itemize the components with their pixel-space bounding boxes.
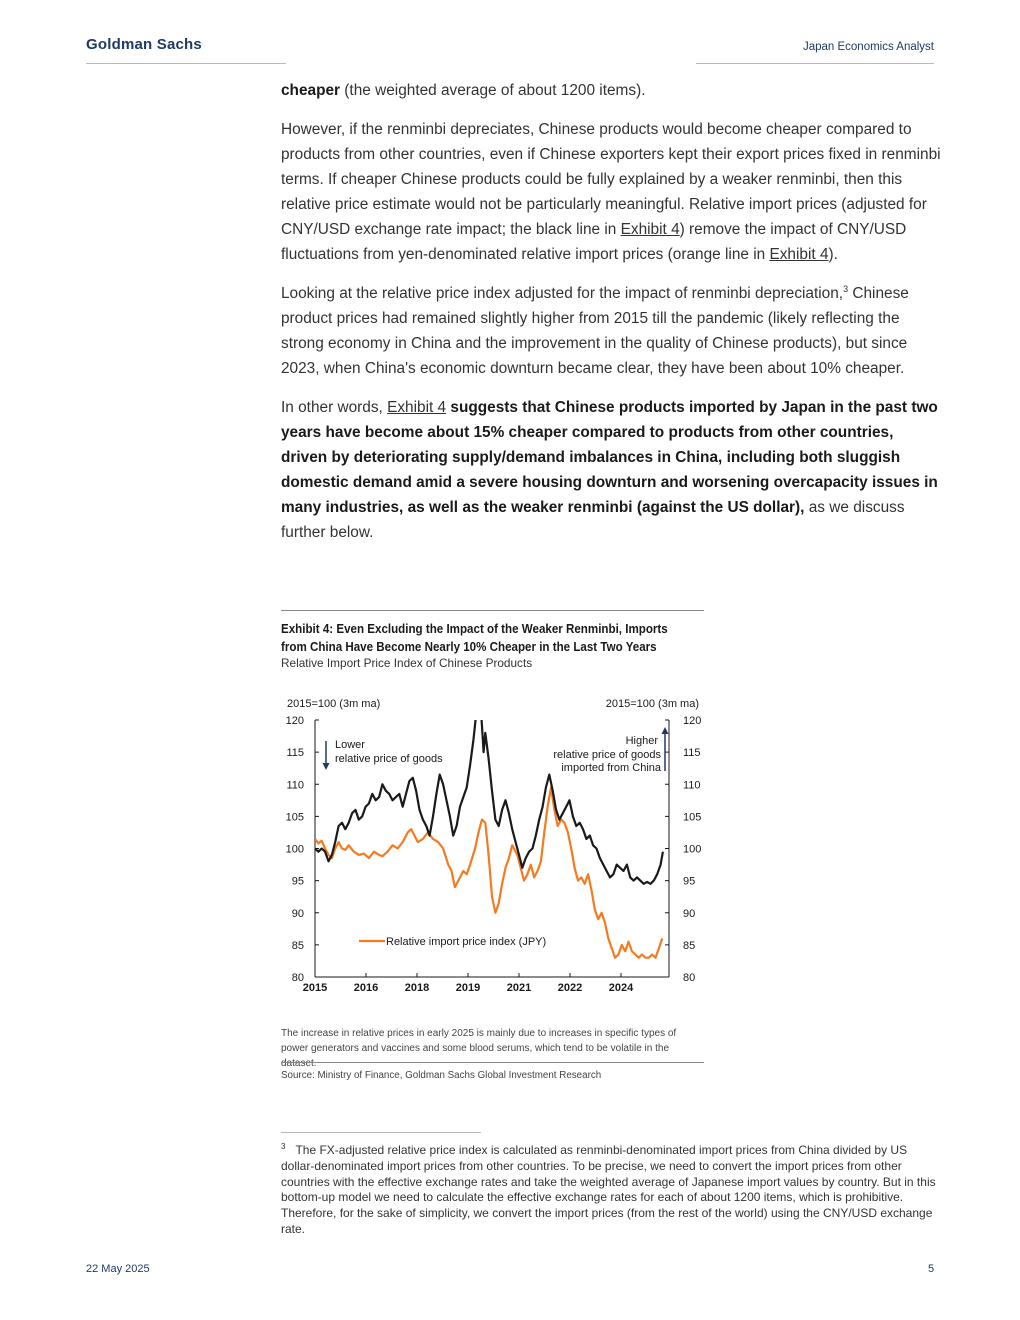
p1-bold: cheaper (281, 82, 341, 99)
p2-a: However, if the renminbi depreciates, Chinese products would become cheaper compared to products from other countries, even if Chinese exporters kept their export prices fixed in renminbi terms. If cheaper Chinese products could be fully explained by a weaker renminbi, then this relative price estimate would not be particularly meaningful. Relative import prices (adjusted for CNY/USD exchange rate impact; the black line in (281, 121, 941, 238)
relative-price-chart (281, 685, 711, 1005)
x-tick-label: 2018 (404, 982, 430, 994)
chart-series (315, 694, 663, 957)
exhibit-bottom-rule (281, 1062, 704, 1063)
lower-annotation (323, 739, 444, 770)
y-tick-label-left: 110 (286, 779, 304, 792)
x-tick-label: 2015 (302, 982, 328, 994)
x-tick-label: 2021 (506, 982, 532, 994)
exhibit-note: The increase in relative prices in early 2025 is mainly due to increases in specific types of power generators and vaccines and some blood serums, which tend to be volatile in the dataset. (281, 1028, 677, 1069)
y-tick-label-left: 100 (285, 843, 304, 856)
p2-b: ) remove the impact of CNY/USD fluctuations from yen-denominated relative import prices (orange line in (281, 221, 907, 263)
exhibit-subtitle: Relative Import Price Index of Chinese Products (281, 656, 533, 670)
exhibit-4-link[interactable]: Exhibit 4 (620, 221, 680, 238)
higher-annotation (553, 727, 668, 774)
p4-bold: suggests that Chinese products imported by Japan in the past two years have become about 15% cheaper compared to products from other countries, driven by deteriorating supply/demand imbalances in China, including both sluggish domestic demand amid a severe housing downturn and worsening overcapacity issues in many industries, as well as the weaker renminbi (against the US dollar), (281, 399, 938, 516)
series-line-jpy (315, 788, 662, 958)
brand-name: Goldman Sachs (86, 36, 202, 53)
exhibit-title: Exhibit 4: Even Excluding the Impact of the Weaker Renminbi, Imports from China Have Become Nearly 10% Cheaper in the Last Two Years (281, 622, 668, 654)
y-tick-label-left: 115 (286, 747, 304, 760)
x-tick-label: 2022 (557, 982, 583, 994)
p3-b: Chinese product prices had remained slightly higher from 2015 till the pandemic (likely reflecting the strong economy in China and the improvement in the quality of Chinese products), but since 2023, when China's economic downturn became clear, they have been about 10% cheaper. (281, 285, 909, 377)
y-tick-label-left: 95 (291, 875, 304, 888)
chart-legend (359, 936, 546, 948)
up-arrow-head-icon (662, 727, 669, 734)
exhibit-top-rule (281, 610, 704, 611)
lower-annotation-line1: Lower (335, 739, 365, 751)
legend-label-jpy: Relative import price index (JPY) (386, 936, 547, 948)
y-tick-label-right: 100 (683, 843, 702, 856)
paragraph-4 (281, 395, 941, 545)
footnote-mark: 3 (281, 1142, 286, 1151)
x-tick-label: 2019 (455, 982, 481, 994)
exhibit-source: Source: Ministry of Finance, Goldman Sachs Global Investment Research (281, 1070, 602, 1081)
p4-rest: as we discuss further below. (281, 499, 905, 541)
y-tick-label-left: 120 (285, 715, 304, 727)
x-tick-label: 2024 (608, 982, 634, 994)
p4-a: In other words, (281, 399, 388, 416)
header-rule-left (86, 63, 286, 64)
higher-annotation-line2: relative price of goods (553, 749, 661, 761)
p3-a: Looking at the relative price index adjusted for the impact of renminbi depreciation, (281, 285, 844, 302)
publication-name: Japan Economics Analyst (802, 41, 934, 53)
y-tick-label-right: 85 (683, 939, 696, 952)
footnote-rule (281, 1132, 481, 1133)
paragraph-1 (281, 78, 941, 103)
down-arrow-head-icon (323, 763, 330, 770)
p1-rest: (the weighted average of about 1200 items). (340, 82, 646, 99)
page-number: 5 (928, 1263, 935, 1275)
y-tick-label-left: 90 (291, 907, 304, 920)
higher-annotation-line3: imported from China (561, 762, 661, 774)
y-tick-label-right: 120 (683, 715, 702, 727)
paragraph-2 (281, 117, 941, 267)
exhibit-4-link[interactable]: Exhibit 4 (387, 399, 447, 416)
y-tick-label-left: 105 (285, 811, 304, 824)
y-tick-label-left: 80 (291, 972, 304, 984)
y-tick-label-left: 85 (291, 939, 304, 952)
publication-date: 22 May 2025 (86, 1263, 150, 1275)
y-tick-label-right: 115 (683, 747, 701, 760)
right-axis-label: 2015=100 (3m ma) (605, 698, 699, 710)
x-tick-label: 2016 (353, 982, 379, 994)
y-tick-label-right: 105 (683, 811, 702, 824)
footnote (281, 1139, 936, 1238)
footnote-ref[interactable]: 3 (843, 283, 849, 294)
exhibit-4-link[interactable]: Exhibit 4 (769, 246, 829, 263)
header-rule-right (696, 63, 934, 64)
y-tick-label-right: 95 (683, 875, 696, 888)
body-text (281, 78, 941, 559)
y-tick-label-right: 90 (683, 907, 696, 920)
y-tick-label-right: 80 (683, 972, 696, 984)
lower-annotation-line2: relative price of goods (335, 753, 443, 765)
left-axis-label: 2015=100 (3m ma) (287, 698, 381, 710)
paragraph-3 (281, 281, 941, 381)
y-tick-label-right: 110 (683, 779, 701, 792)
higher-annotation-line1: Higher (625, 735, 658, 747)
p2-c: ). (828, 246, 838, 263)
footnote-text: The FX-adjusted relative price index is calculated as renminbi-denominated import prices from China divided by US dollar-denominated import prices from other countries. To be precise, we need to convert the import prices from other countries with the effective exchange rates and take the weighted average of Japanese import values by country. But in this bottom-up model we need to calculate the effective exchange rates for each of about 1200 items, which is prohibitive. Therefore, for the sake of simplicity, we convert the import prices (from the rest of the world) using the CNY/USD exchange rate. (281, 1143, 936, 1236)
